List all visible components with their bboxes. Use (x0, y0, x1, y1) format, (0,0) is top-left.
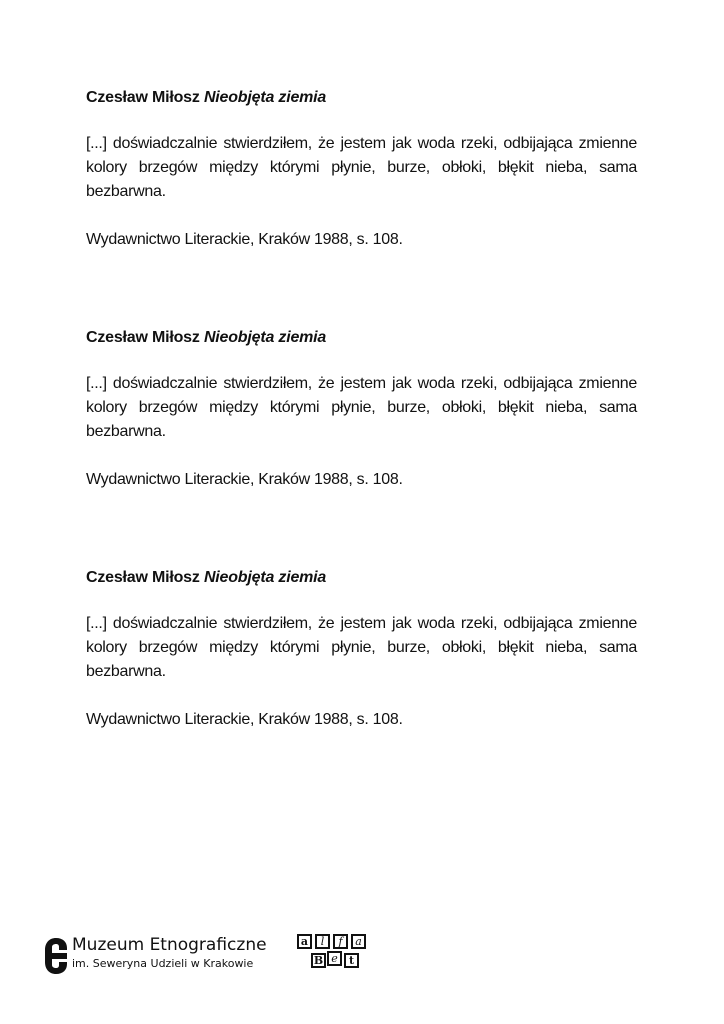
alfabet-letter: B (313, 954, 324, 967)
quote-heading (86, 568, 637, 588)
quote-text: [...] doświadczalnie stwierdziłem, że jestem jak woda rzeki, odbijająca zmienne kolory brzegów między którymi płynie, burze, obłoki, błękit nieba, sama bezbarwna. (86, 615, 637, 680)
museum-subtitle: im. Seweryna Udzieli w Krakowie (72, 957, 254, 970)
footer-logos (43, 934, 383, 978)
quote-source: Wydawnictwo Literackie, Kraków 1988, s. 108. (86, 471, 403, 488)
alfabet-letter: f (338, 935, 343, 948)
quote-heading (86, 88, 637, 108)
quote-source: Wydawnictwo Literackie, Kraków 1988, s. 108. (86, 231, 403, 248)
alfabet-tile (333, 934, 348, 949)
quote-text: [...] doświadczalnie stwierdziłem, że jestem jak woda rzeki, odbijająca zmienne kolory brzegów między którymi płynie, burze, obłoki, błękit nieba, sama bezbarwna. (86, 375, 637, 440)
alfabet-letter: e (331, 952, 338, 965)
alfabet-tile (327, 951, 342, 966)
quote-block-1 (86, 88, 637, 250)
alfabet-tile (311, 953, 326, 968)
quote-author: Czesław Miłosz (86, 89, 200, 106)
alfabet-tile (351, 934, 366, 949)
alfabet-letter: t (348, 954, 355, 967)
museum-logo-icon (43, 936, 69, 976)
alfabet-tile (315, 934, 330, 949)
museum-name: Muzeum Etnograficzne (72, 935, 267, 955)
alfabet-letter: l (320, 935, 325, 948)
quote-text: [...] doświadczalnie stwierdziłem, że jestem jak woda rzeki, odbijająca zmienne kolory brzegów między którymi płynie, burze, obłoki, błękit nieba, sama bezbarwna. (86, 135, 637, 200)
alfabet-letter: a (355, 935, 362, 948)
quote-title: Nieobjęta ziemia (203, 569, 327, 586)
quote-author: Czesław Miłosz (86, 329, 200, 346)
quote-title: Nieobjęta ziemia (203, 89, 327, 106)
quote-block-2 (86, 328, 637, 490)
quote-author: Czesław Miłosz (86, 569, 200, 586)
quote-heading (86, 328, 637, 348)
alfabet-logo (297, 934, 369, 976)
alfabet-tile (344, 953, 359, 968)
quote-block-3 (86, 568, 637, 730)
quote-title: Nieobjęta ziemia (203, 329, 327, 346)
alfabet-letter: a (300, 935, 309, 948)
quote-source: Wydawnictwo Literackie, Kraków 1988, s. 108. (86, 711, 403, 728)
alfabet-tile (297, 934, 312, 949)
